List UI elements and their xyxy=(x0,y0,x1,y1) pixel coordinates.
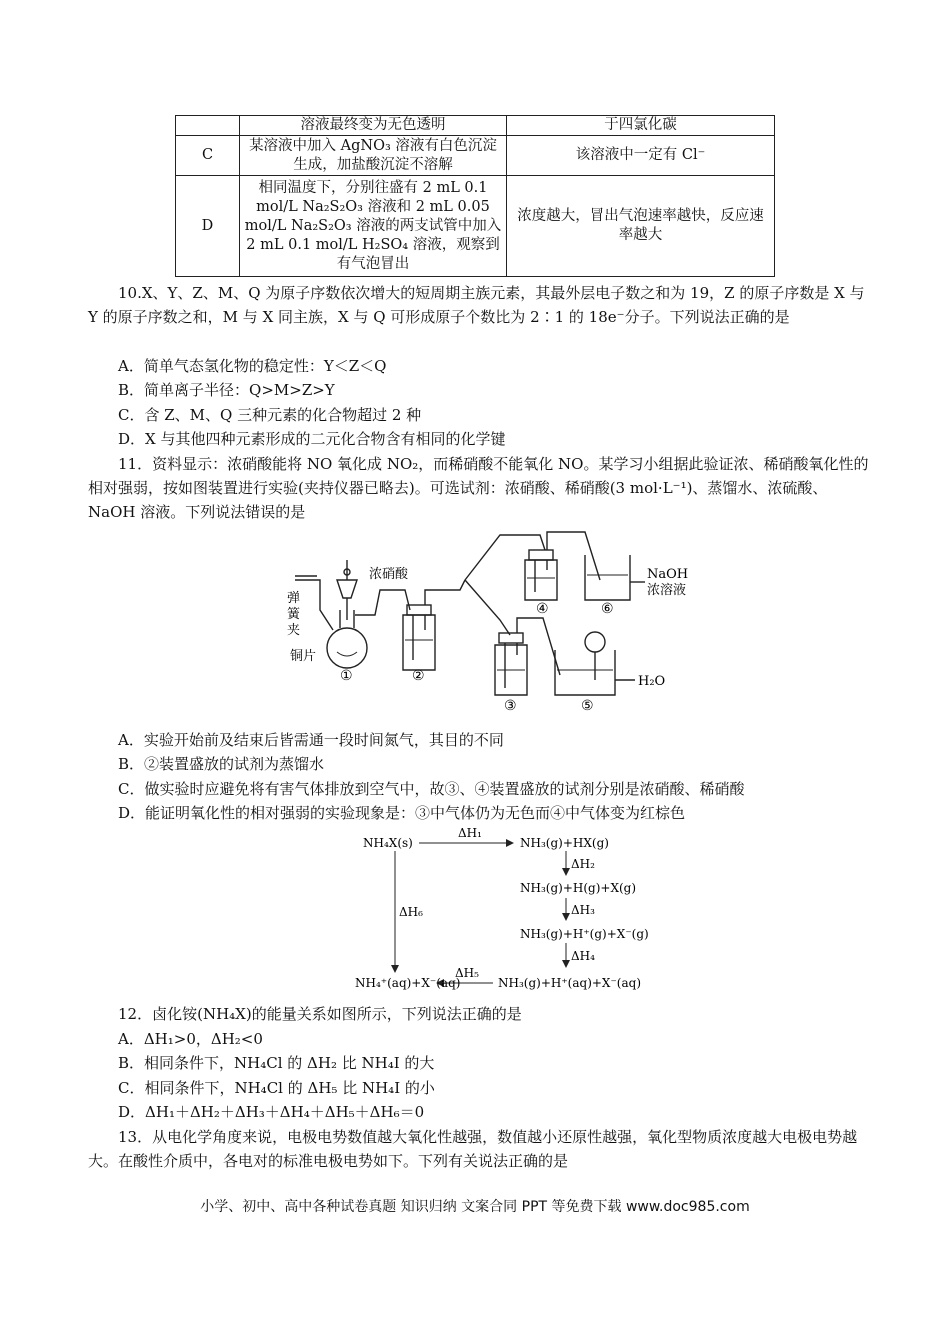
table-cell: 浓度越大，冒出气泡速率越快，反应速率越大 xyxy=(507,176,775,277)
q12-option-a: A．ΔH₁>0，ΔH₂<0 xyxy=(118,1030,263,1048)
label-n4: ④ xyxy=(536,601,549,617)
label-spring-clip-1: 弹 xyxy=(287,591,301,606)
q12-option-b: B．相同条件下，NH₄Cl 的 ΔH₂ 比 NH₄I 的大 xyxy=(118,1054,435,1072)
label-dh2: ΔH₂ xyxy=(571,857,595,871)
table-row-label: D xyxy=(176,176,240,277)
label-naoh-solution: 浓溶液 xyxy=(647,583,687,598)
label-spring-clip-3: 夹 xyxy=(287,623,301,638)
q10-option-b: B．简单离子半径：Q>M>Z>Y xyxy=(118,381,335,399)
table-cell: 于四氯化碳 xyxy=(507,116,775,136)
label-n2: ② xyxy=(412,668,425,684)
q13-stem: 13．从电化学角度来说，电极电势数值越大氧化性越强，数值越小还原性越强，氧化型物质浓度越大电极电势越大。在酸性介质中，各电对的标准电极电势如下。下列有关说法正确的是 xyxy=(88,1128,858,1170)
apparatus-figure xyxy=(285,520,705,715)
table-cell: 溶液最终变为无色透明 xyxy=(240,116,507,136)
label-dh1: ΔH₁ xyxy=(458,826,482,840)
q10-option-c: C．含 Z、M、Q 三种元素的化合物超过 2 种 xyxy=(118,406,422,424)
state-nh4-x-aq: NH₄⁺(aq)+X⁻(aq) xyxy=(355,976,461,990)
label-n1: ① xyxy=(340,668,353,684)
state-nh4x-solid: NH₄X(s) xyxy=(363,836,413,850)
q10-option-d: D．X 与其他四种元素形成的二元化合物含有相同的化学键 xyxy=(118,430,506,448)
table-row-label: C xyxy=(176,136,240,176)
label-n3: ③ xyxy=(504,698,517,714)
q10-stem: 10.X、Y、Z、M、Q 为原子序数依次增大的短周期主族元素，其最外层电子数之和为 19，Z 的原子序数是 X 与 Y 的原子序数之和，M 与 X 同主族，X 与 Q 可形成原子个数比为 2∶1 的 18e⁻分子。下列说法正确的是 xyxy=(88,284,865,326)
q11-option-d: D．能证明氧化性的相对强弱的实验现象是：③中气体仍为无色而④中气体变为红棕色 xyxy=(118,804,686,822)
q10-option-a: A．简单气态氢化物的稳定性：Y＜Z＜Q xyxy=(118,357,387,375)
q11-option-c: C．做实验时应避免将有害气体排放到空气中，故③、④装置盛放的试剂分别是浓硝酸、稀硝酸 xyxy=(118,780,745,798)
label-n5: ⑤ xyxy=(581,698,594,714)
label-dh5: ΔH₅ xyxy=(455,966,479,980)
label-n6: ⑥ xyxy=(601,601,614,617)
experiment-table xyxy=(175,115,775,277)
q12-option-c: C．相同条件下，NH₄Cl 的 ΔH₅ 比 NH₄I 的小 xyxy=(118,1079,435,1097)
label-dh4: ΔH₄ xyxy=(571,949,595,963)
label-spring-clip-2: 簧 xyxy=(287,607,301,622)
state-nh3-hx: NH₃(g)+HX(g) xyxy=(520,836,609,850)
table-cell: 该溶液中一定有 Cl⁻ xyxy=(507,136,775,176)
state-nh3-h-x: NH₃(g)+H(g)+X(g) xyxy=(520,881,637,895)
label-water: H₂O xyxy=(638,674,666,689)
table-cell: 相同温度下，分别往盛有 2 mL 0.1 mol/L Na₂S₂O₃ 溶液和 2 mL 0.05 mol/L Na₂S₂O₃ 溶液的两支试管中加入 2 mL 0.1 mol/L H₂SO₄ 溶液，观察到有气泡冒出 xyxy=(240,176,507,277)
q11-stem: 11．资料显示：浓硝酸能将 NO 氧化成 NO₂，而稀硝酸不能氧化 NO。某学习小组据此验证浓、稀硝酸氧化性的相对强弱，按如图装置进行实验(夹持仪器已略去)。可选试剂：浓硝酸、稀硝酸(3 mol·L⁻¹)、蒸馏水、浓硫酸、NaOH 溶液。下列说法错误的是 xyxy=(88,455,869,521)
q12-stem: 12．卤化铵(NH₄X)的能量关系如图所示，下列说法正确的是 xyxy=(118,1005,522,1023)
label-dh3: ΔH₃ xyxy=(571,903,595,917)
state-nh3-ions-aq: NH₃(g)+H⁺(aq)+X⁻(aq) xyxy=(498,976,642,990)
state-nh3-ions-gas: NH₃(g)+H⁺(g)+X⁻(g) xyxy=(520,927,649,941)
q12-option-d: D．ΔH₁＋ΔH₂＋ΔH₃＋ΔH₄＋ΔH₅＋ΔH₆＝0 xyxy=(118,1103,425,1121)
table-cell: 某溶液中加入 AgNO₃ 溶液有白色沉淀生成，加盐酸沉淀不溶解 xyxy=(240,136,507,176)
label-naoh: NaOH xyxy=(647,567,689,582)
label-dh6: ΔH₆ xyxy=(399,905,423,919)
page-footer: 小学、初中、高中各种试卷真题 知识归纳 文案合同 PPT 等免费下载 www.doc985.com xyxy=(200,1199,750,1215)
q11-option-a: A．实验开始前及结束后皆需通一段时间氮气，其目的不同 xyxy=(118,731,504,749)
energy-cycle-diagram xyxy=(355,822,655,997)
label-copper: 铜片 xyxy=(290,649,317,664)
q11-option-b: B．②装置盛放的试剂为蒸馏水 xyxy=(118,755,325,773)
label-conc-nitric: 浓硝酸 xyxy=(369,567,409,582)
